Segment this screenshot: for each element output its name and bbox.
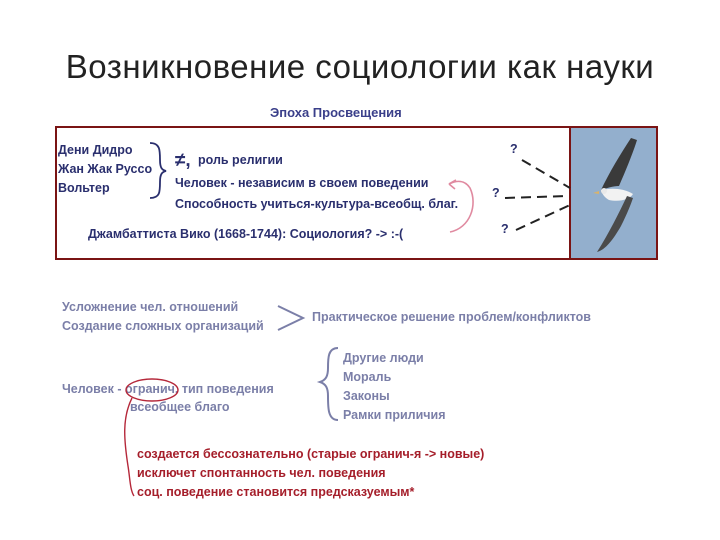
statement-independent: Человек - независим в своем поведении (175, 176, 429, 190)
factor-other-people: Другие люди (343, 351, 424, 365)
complexity-relations: Усложнение чел. отношений (62, 300, 239, 314)
thinker-diderot: Дени Дидро (58, 143, 133, 157)
thinker-voltaire: Вольтер (58, 181, 110, 195)
dash-line-1 (522, 160, 570, 188)
practical-solution: Практическое решение проблем/конфликтов (312, 310, 591, 324)
dash-line-3 (516, 205, 570, 230)
limits-line2: всеобщее благо (130, 400, 230, 414)
factor-morality: Мораль (343, 370, 392, 384)
factor-decency: Рамки приличия (343, 408, 446, 422)
pink-arrow (449, 181, 473, 232)
question-mark-1: ? (510, 142, 518, 156)
enlightenment-heading: Эпоха Просвещения (270, 105, 402, 120)
complexity-organizations: Создание сложных организаций (62, 319, 264, 333)
brace-factors (320, 348, 338, 420)
vico-line: Джамбаттиста Вико (1668-1744): Социология? -> :-( (88, 227, 404, 241)
consequence-predictable: соц. поведение становится предсказуемым* (137, 485, 415, 499)
dash-line-2 (505, 196, 568, 198)
angle-bracket (278, 306, 303, 330)
statement-learning: Способность учиться-культура-всеобщ. благ. (175, 197, 459, 211)
slide-title: Возникновение социологии как науки (65, 48, 655, 85)
consequence-unconscious: создается бессознательно (старые огранич-я -> новые) (137, 447, 485, 461)
thinker-rousseau: Жан Жак Руссо (58, 162, 153, 176)
question-mark-3: ? (501, 222, 509, 236)
religion-role: роль религии (198, 153, 283, 167)
red-connector (125, 398, 134, 496)
question-mark-2: ? (492, 186, 500, 200)
limits-line1: Человек - огранич. тип поведения (62, 382, 274, 396)
factor-laws: Законы (343, 389, 390, 403)
brace-thinkers (150, 143, 166, 198)
consequence-spontaneity: исключет спонтанность чел. поведения (137, 466, 386, 480)
red-ellipse (126, 379, 178, 401)
neq-symbol: ≠, (175, 150, 191, 171)
